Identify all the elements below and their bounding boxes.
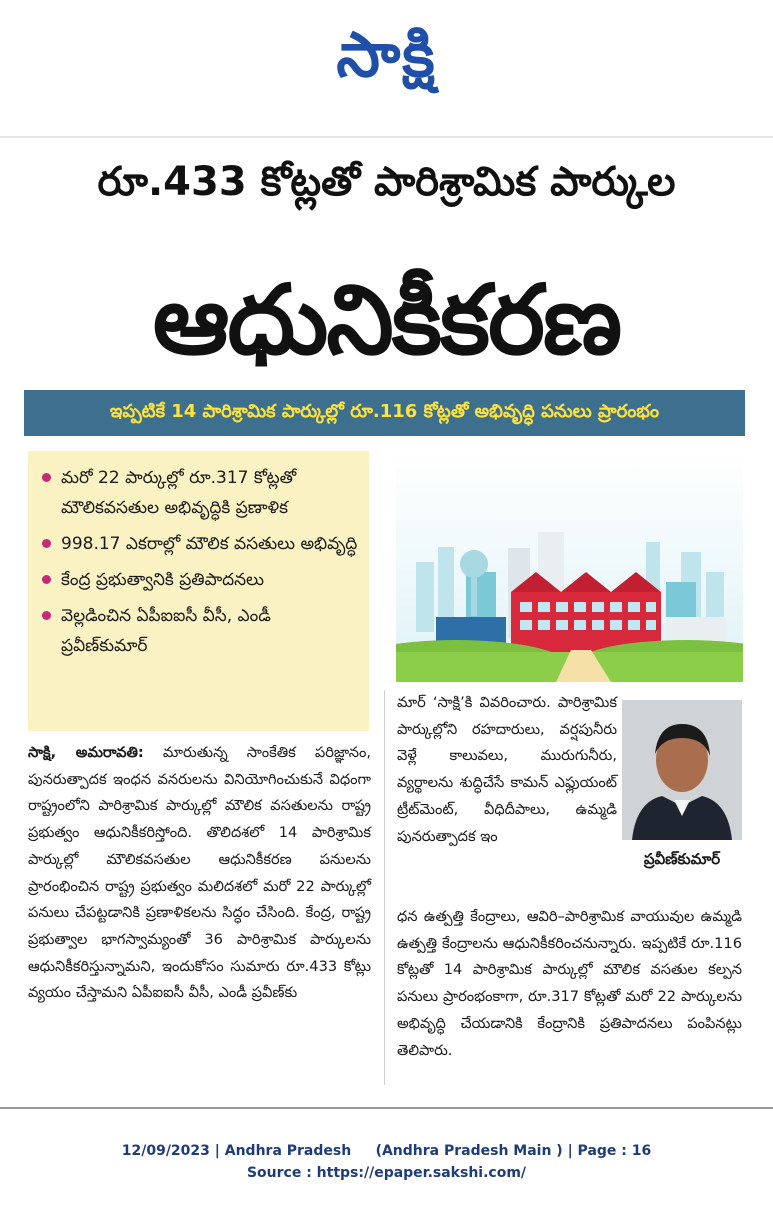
headline-line-2: ఆధునికీకరణ [152, 264, 621, 376]
article-text: మారుతున్న సాంకేతిక పరిజ్ఞానం, పునరుత్పాదక ఇంధన వనరులను వినియోగించుకునే విధంగా రాష్ట్రంలోని పారిశ్రామిక పార్కుల్లో మౌలిక వసతులను రాష్ట్ర ప్రభుత్వం ఆధునికీకరిస్తోంది. తొలిదశలో 14 పారిశ్రామిక పార్కుల్లో మౌలికవసతుల ఆధునికీకరణ పనులను ప్రారంభించిన రాష్ట్ర ప్రభుత్వం మలిదశలో మరో 22 పార్కుల్లో పనులు చేపట్టడానికి ప్రణాళికలను సిద్ధం చేసింది. కేంద్ర, రాష్ట్ర ప్రభుత్వాల భాగస్వామ్యంతో 36 పారిశ్రామిక పార్కులను ఆధునికీకరిస్తున్నామని, ఇందుకోసం సుమారు రూ.433 కోట్లు వ్యయం చేస్తామని ఏపీఐఐసీ వీసీ, ఎండీ ప్రవీణ్‌కు [28, 744, 371, 1002]
sakshi-logo[interactable]: సాక్షి [336, 18, 437, 91]
highlight-text: వెల్లడించిన ఏపీఐఐసీ వీసీ, ఎండీ ప్రవీణ్‌కుమార్‌ [61, 606, 271, 656]
highlight-text: మరో 22 పార్కుల్లో రూ.317 కోట్లతో మౌలికవసతుల అభివృద్ధికి ప్రణాళిక [61, 468, 297, 518]
dateline: సాక్షి, అమరావతి: [28, 744, 144, 761]
highlight-text: కేంద్ర ప్రభుత్వానికి ప్రతిపాదనలు [61, 570, 264, 590]
bullet-icon [42, 611, 51, 620]
masthead-divider [0, 136, 773, 138]
industrial-park-illustration [396, 452, 743, 682]
masthead [0, 0, 773, 108]
article-body-right-bottom: ధన ఉత్పత్తి కేంద్రాలు, ఆవిరి–పారిశ్రామిక వాయువుల ఉమ్మడి ఉత్పత్తి కేంద్రాలను ఆధునికీకరించనున్నారు. ఇప్పటికే రూ.116 కోట్లతో 14 పారిశ్రామిక పార్కుల్లో మౌలిక వసతుల కల్పన పనులు ప్రారంభంకాగా, రూ.317 కోట్లతో మరో 22 పార్కులను అభివృద్ధి చేయడానికి కేంద్రానికి ప్రతిపాదనలు పంపినట్లు తెలిపారు. [397, 908, 742, 1059]
subheadline-banner: ఇప్పటికే 14 పారిశ్రామిక పార్కుల్లో రూ.116 కోట్లతో అభివృద్ధి పనులు ప్రారంభం [24, 390, 745, 436]
person-icon [622, 700, 742, 840]
highlight-item [42, 529, 359, 559]
highlight-item [42, 565, 359, 595]
footer-divider [0, 1107, 773, 1109]
portrait-photo [622, 700, 742, 840]
footer [0, 1140, 773, 1184]
column-divider [384, 690, 385, 1085]
highlight-item [42, 463, 359, 523]
bullet-icon [42, 473, 51, 482]
highlights-box [28, 451, 369, 731]
footer-edition-info: 12/09/2023 | Andhra Pradesh (Andhra Pradesh Main ) | Page : 16 [121, 1143, 652, 1159]
headline-line-1: రూ.433 కోట్లతో పారిశ్రామిక పార్కుల [97, 159, 676, 205]
bullet-icon [42, 575, 51, 584]
highlight-item [42, 601, 359, 661]
article-body-right-top: మార్‌ ‘సాక్షి’కి వివరించారు. పారిశ్రామిక పార్కుల్లోని రహదారులు, వర్షపునీరు వెళ్లే కాలువలు, మురుగునీరు, వ్యర్థాలను శుద్ధిచేసే కామన్‌ ఎఫ్లుయంట్‌ ట్రీట్‌మెంట్‌, వీధిదీపాలు, ఉమ్మడి పునరుత్పాదక ఇం [397, 694, 617, 845]
photo-caption: ప్రవీణ్‌కుమార్‌ [643, 850, 721, 868]
highlight-text: 998.17 ఎకరాల్లో మౌలిక వసతులు అభివృద్ధి [61, 534, 358, 554]
bullet-icon [42, 539, 51, 548]
footer-source-link[interactable]: Source : https://epaper.sakshi.com/ [246, 1165, 527, 1181]
article-body-left [28, 740, 371, 1007]
